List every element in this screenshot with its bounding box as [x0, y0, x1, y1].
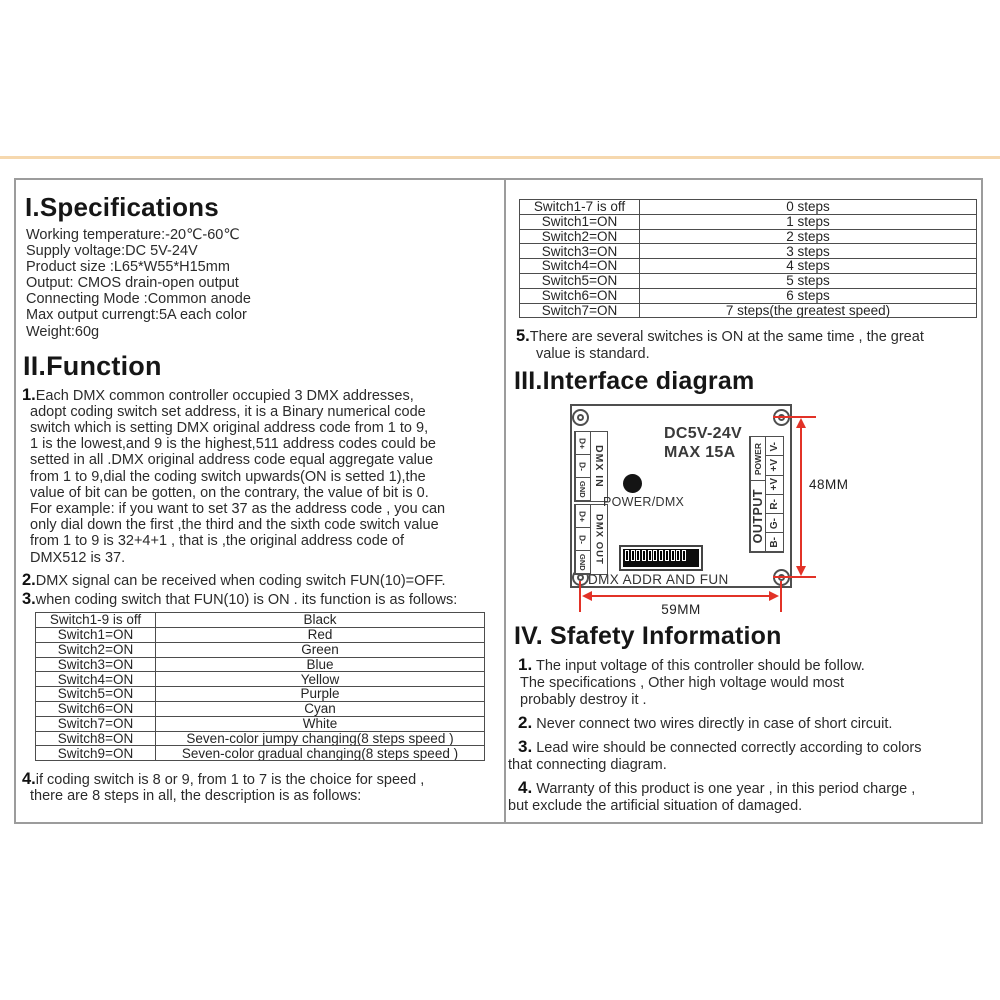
- power-dmx-led-icon: [623, 474, 642, 493]
- value-cell: Black: [156, 613, 485, 628]
- table-row: [36, 731, 485, 746]
- safety-item-4: [518, 779, 983, 798]
- item-number: 3.: [22, 590, 36, 609]
- terminal-d-minus: [575, 454, 591, 478]
- item-text-line: DMX512 is 37.: [30, 549, 126, 566]
- table-row: [36, 657, 485, 672]
- dip-toggles: [623, 549, 699, 567]
- value-cell: 1 steps: [640, 214, 977, 229]
- item-text: DMX signal can be received when coding switch FUN(10)=OFF.: [35, 572, 446, 589]
- terminal-label: D+: [577, 510, 588, 522]
- terminal-g: [765, 513, 784, 533]
- dip-toggle-icon: [642, 550, 646, 561]
- dimension-tick: [780, 581, 782, 612]
- voltage-line-2: MAX 15A: [664, 443, 736, 461]
- value-cell: Green: [156, 642, 485, 657]
- item-number: 4.: [518, 777, 533, 797]
- terminal-label: +V: [768, 478, 780, 491]
- function-item-3: [22, 591, 504, 608]
- speed-steps-table: [519, 199, 977, 318]
- dip-toggle-icon: [676, 550, 680, 561]
- value-cell: Purple: [156, 687, 485, 702]
- terminal-d-plus: [575, 431, 591, 455]
- safety-title: IV. Sfafety Information: [514, 621, 782, 650]
- dmx-in-label: DMX IN: [593, 444, 605, 488]
- item-text-line: setted in all .DMX original address code equal aggregate value: [30, 452, 434, 469]
- item-number: 1.: [518, 654, 533, 674]
- table-row: [36, 642, 485, 657]
- value-cell: Blue: [156, 657, 485, 672]
- width-dimension-line: [584, 595, 777, 597]
- dmx-in-label-cell: [590, 432, 607, 501]
- switch-cell: Switch7=ON: [36, 716, 156, 731]
- terminal-label: D+: [577, 437, 588, 449]
- output-label: OUTPUT: [750, 489, 765, 544]
- value-cell: Cyan: [156, 702, 485, 717]
- height-dimension-label: 48MM: [809, 476, 849, 492]
- note-item-5: [516, 328, 983, 345]
- function-item-1: [22, 387, 504, 404]
- item-text-line: from 1 to 9 is 32+4+1 , that is ,the original address code of: [30, 533, 404, 550]
- item-text: when coding switch that FUN(10) is ON . its function is as follows:: [35, 592, 458, 609]
- voltage-rating: [664, 424, 742, 462]
- item-text: if coding switch is 8 or 9, from 1 to 7 is the choice for speed ,: [35, 772, 425, 789]
- item-text-line: but exclude the artificial situation of damaged.: [508, 797, 803, 814]
- spec-line: Connecting Mode :Common anode: [26, 291, 251, 308]
- power-label-cell: [750, 436, 766, 481]
- screw-icon: [572, 409, 589, 426]
- switch-cell: Switch4=ON: [520, 259, 640, 274]
- switch-cell: Switch5=ON: [520, 273, 640, 288]
- item-text: Each DMX common controller occupied 3 DMX addresses,: [35, 387, 414, 404]
- terminal-v-plus: [765, 455, 784, 475]
- dip-toggle-icon: [653, 550, 657, 561]
- item-number: 5.: [516, 327, 530, 346]
- terminal-label: V-: [768, 441, 780, 452]
- dmx-out-label-cell: [590, 505, 607, 574]
- screw-hole-icon: [577, 574, 584, 581]
- terminal-b: [765, 532, 784, 552]
- output-label-cell: [750, 480, 766, 552]
- dimension-tick: [773, 576, 816, 578]
- arrow-down-icon: [796, 566, 806, 576]
- page-divider-line: [0, 156, 1000, 159]
- switch-cell: Switch7=ON: [520, 303, 640, 318]
- arrow-right-icon: [769, 591, 779, 601]
- item-text: Lead wire should be connected correctly according to colors: [536, 739, 922, 756]
- switch-cell: Switch4=ON: [36, 672, 156, 687]
- power-output-connector: [749, 436, 784, 553]
- switch-cell: Switch2=ON: [36, 642, 156, 657]
- item-text-line: probably destroy it .: [520, 691, 647, 708]
- safety-item-2: [518, 714, 983, 733]
- switch-cell: Switch2=ON: [520, 229, 640, 244]
- table-row: [36, 628, 485, 643]
- item-text-line: that connecting diagram.: [508, 756, 667, 773]
- safety-item-3: [518, 738, 983, 757]
- right-column: [506, 180, 983, 822]
- dimension-tick: [579, 581, 581, 612]
- item-text-line: For example: if you want to set 37 as the address code , you can: [30, 501, 446, 518]
- terminal-label: +V: [768, 459, 780, 472]
- item-text-line: The specifications , Other high voltage would most: [520, 674, 844, 691]
- value-cell: Seven-color jumpy changing(8 steps speed ): [156, 731, 485, 746]
- voltage-line-1: DC5V-24V: [664, 424, 742, 442]
- color-function-table: [35, 612, 485, 761]
- item-text-line: adopt coding switch set address, it is a Binary numerical code: [30, 403, 426, 420]
- terminal-label: D-: [577, 534, 588, 544]
- dip-toggle-icon: [636, 550, 640, 561]
- arrow-left-icon: [582, 591, 592, 601]
- width-dimension-label: 59MM: [661, 601, 701, 617]
- item-number: 3.: [518, 736, 533, 756]
- content-box: [14, 178, 983, 824]
- table-row: [520, 229, 977, 244]
- table-row: [520, 288, 977, 303]
- specifications-title: I.Specifications: [25, 192, 219, 222]
- terminal-label: GND: [578, 480, 587, 498]
- terminal-d-minus: [575, 527, 591, 551]
- item-number: 1.: [22, 385, 36, 404]
- item-text-line: value is standard.: [536, 345, 650, 362]
- value-cell: 2 steps: [640, 229, 977, 244]
- value-cell: 0 steps: [640, 200, 977, 215]
- switch-cell: Switch3=ON: [36, 657, 156, 672]
- table-row: [36, 672, 485, 687]
- terminal-gnd: [575, 477, 591, 501]
- spec-line: Max output currengt:5A each color: [26, 307, 247, 324]
- switch-cell: Switch1=ON: [520, 214, 640, 229]
- dip-toggle-icon: [671, 550, 675, 561]
- table-row: [520, 303, 977, 318]
- terminal-r: [765, 494, 784, 514]
- dip-toggle-icon: [665, 550, 669, 561]
- power-output-terminals: [765, 437, 783, 552]
- item-text-line: switch which is setting DMX original address code from 1 to 9,: [30, 420, 429, 437]
- dmx-in-terminals: [575, 432, 590, 501]
- item-number: 4.: [22, 770, 36, 789]
- power-label: POWER: [752, 442, 763, 475]
- table-row: [520, 244, 977, 259]
- table-row: [36, 613, 485, 628]
- item-text-line: from 1 to 9,dial the coding switch upwards(ON is setted 1),the: [30, 468, 426, 485]
- function-title: II.Function: [23, 350, 162, 381]
- dip-switch: [619, 545, 703, 571]
- terminal-label: B-: [768, 536, 780, 548]
- value-cell: 4 steps: [640, 259, 977, 274]
- table-row: [520, 214, 977, 229]
- value-cell: 5 steps: [640, 273, 977, 288]
- dip-toggle-icon: [648, 550, 652, 561]
- spec-line: Working temperature:-20℃-60℃: [26, 227, 240, 243]
- function-item-2: [22, 572, 504, 589]
- value-cell: White: [156, 716, 485, 731]
- item-text-line: only dial down the first ,the third and the sixth code switch value: [30, 517, 439, 534]
- dip-toggle-icon: [682, 550, 686, 561]
- dip-toggle-icon: [659, 550, 663, 561]
- switch-cell: Switch1-9 is off: [36, 613, 156, 628]
- terminal-label: GND: [578, 553, 587, 571]
- spec-line: Supply voltage:DC 5V-24V: [26, 243, 198, 260]
- dmx-out-connector: [574, 504, 608, 575]
- item-text: There are several switches is ON at the same time , the great: [529, 329, 924, 346]
- value-cell: 3 steps: [640, 244, 977, 259]
- item-number: 2.: [22, 570, 36, 589]
- dip-toggle-icon: [625, 550, 629, 561]
- table-row: [520, 259, 977, 274]
- dmx-out-terminals: [575, 505, 590, 574]
- switch-cell: Switch5=ON: [36, 687, 156, 702]
- table-row: [36, 716, 485, 731]
- value-cell: Seven-color gradual changing(8 steps speed ): [156, 746, 485, 761]
- dmx-in-connector: [574, 431, 608, 502]
- terminal-v-minus: [765, 436, 784, 456]
- item-number: 2.: [518, 712, 533, 732]
- table-row: [520, 273, 977, 288]
- dip-switch-label: DMX ADDR AND FUN: [588, 571, 729, 587]
- table-row: [36, 702, 485, 717]
- dip-toggle-icon: [631, 550, 635, 561]
- switch-cell: Switch8=ON: [36, 731, 156, 746]
- switch-cell: Switch3=ON: [520, 244, 640, 259]
- safety-item-1: [518, 656, 983, 675]
- terminal-v-plus: [765, 475, 784, 495]
- spec-line: Output: CMOS drain-open output: [26, 275, 239, 292]
- value-cell: Yellow: [156, 672, 485, 687]
- terminal-label: R-: [768, 498, 780, 510]
- table-row: [36, 687, 485, 702]
- height-dimension-line: [800, 420, 802, 574]
- switch-cell: Switch1=ON: [36, 628, 156, 643]
- value-cell: Red: [156, 628, 485, 643]
- led-label: POWER/DMX: [603, 494, 685, 509]
- switch-cell: Switch1-7 is off: [520, 200, 640, 215]
- terminal-label: D-: [577, 461, 588, 471]
- item-text: Never connect two wires directly in case of short circuit.: [536, 715, 893, 732]
- dimension-tick: [773, 416, 816, 418]
- value-cell: 7 steps(the greatest speed): [640, 303, 977, 318]
- spec-line: Product size :L65*W55*H15mm: [26, 259, 230, 276]
- item-text-line: there are 8 steps in all, the description is as follows:: [30, 788, 362, 805]
- terminal-d-plus: [575, 504, 591, 528]
- table-row: [36, 746, 485, 761]
- item-text-line: value of bit can be gotten, on the contrary, the value of bit is 0.: [30, 484, 429, 501]
- item-text-line: 1 is the lowest,and 9 is the highest,511 address codes could be: [30, 436, 436, 453]
- interface-diagram-title: III.Interface diagram: [514, 366, 755, 395]
- spec-line: Weight:60g: [26, 323, 100, 340]
- function-item-4: [22, 771, 504, 788]
- value-cell: 6 steps: [640, 288, 977, 303]
- left-column: [16, 180, 504, 822]
- switch-cell: Switch6=ON: [520, 288, 640, 303]
- arrow-up-icon: [796, 418, 806, 428]
- interface-diagram: [506, 398, 983, 620]
- switch-cell: Switch9=ON: [36, 746, 156, 761]
- table-row: [520, 200, 977, 215]
- dmx-out-label: DMX OUT: [593, 513, 605, 565]
- screw-hole-icon: [577, 414, 584, 421]
- connector-labels: [750, 437, 765, 552]
- terminal-gnd: [575, 550, 591, 574]
- item-text: Warranty of this product is one year , in this period charge ,: [536, 780, 916, 797]
- switch-cell: Switch6=ON: [36, 702, 156, 717]
- terminal-label: G-: [768, 517, 780, 529]
- item-text: The input voltage of this controller should be follow.: [535, 657, 865, 674]
